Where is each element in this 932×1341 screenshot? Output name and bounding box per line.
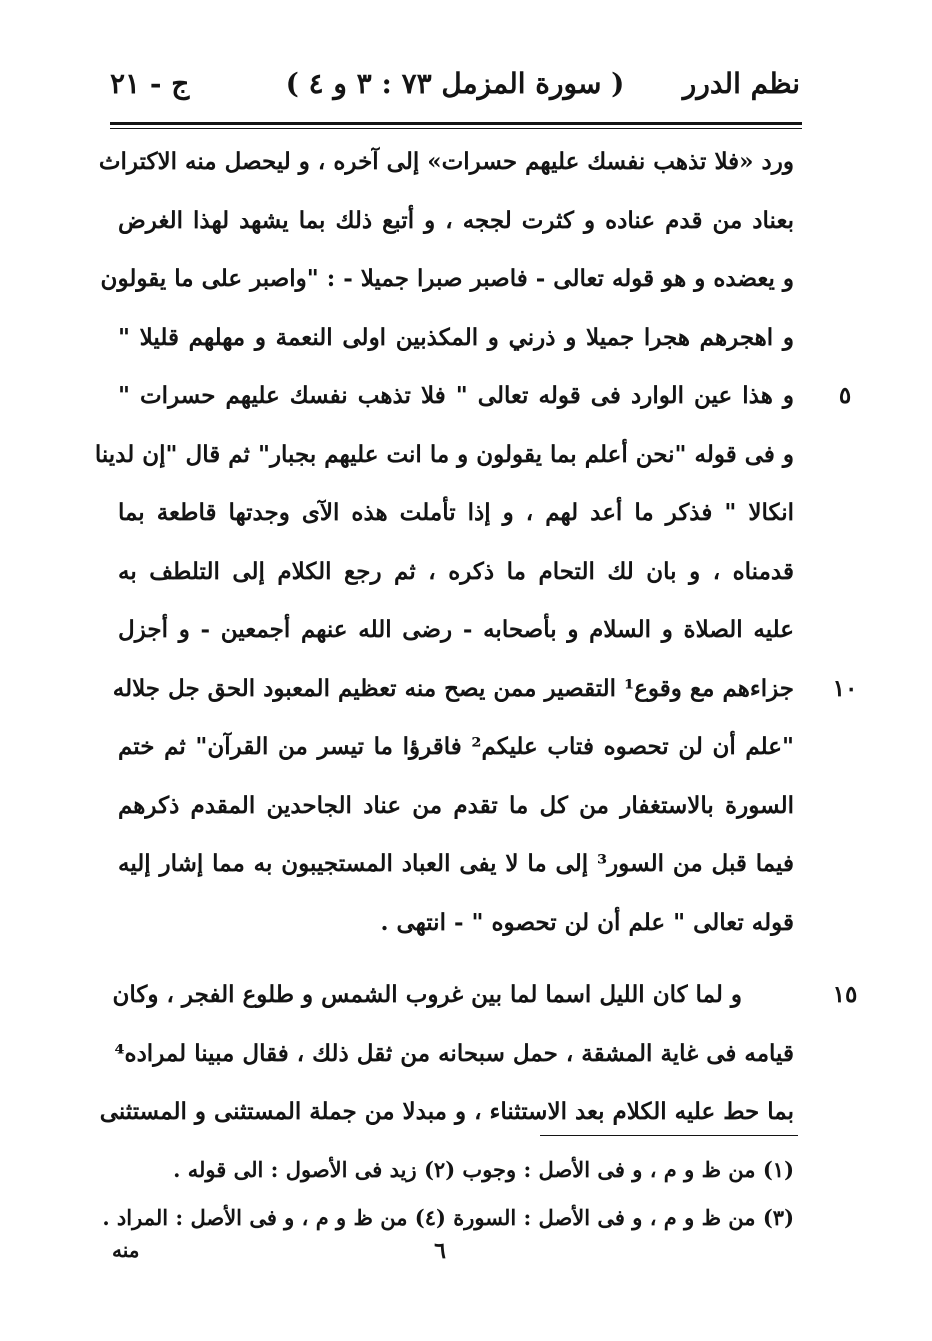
text-line xyxy=(110,309,802,368)
text-line xyxy=(100,250,802,309)
text-line xyxy=(110,1025,802,1084)
text-line xyxy=(110,966,858,1025)
text-line xyxy=(110,543,802,602)
footnote-separator xyxy=(540,1135,798,1136)
line-text: و لما كان الليل اسما لما بين غروب الشمس و طلوع الفجر ، وكان xyxy=(112,981,742,1008)
text-line xyxy=(99,1083,802,1142)
line-text: عليه الصلاة و السلام و بأصحابه - رضى الله عنهم أجمعين - و أجزل xyxy=(118,616,794,643)
text-line xyxy=(110,835,802,894)
line-text: و هذا عين الوارد فى قوله تعالى " فلا تذهب نفسك عليهم حسرات " xyxy=(118,382,794,409)
text-line xyxy=(110,192,802,251)
line-text: انكالا " فذكر ما أعد لهم ، و إذا تأملت هذه الآى وجدتها قاطعة بما xyxy=(118,499,794,526)
text-line xyxy=(110,777,802,836)
header-book-title: نظم الدرر xyxy=(682,67,800,100)
text-line xyxy=(94,426,802,485)
running-header xyxy=(110,62,800,106)
line-number: ١٠ xyxy=(832,674,858,702)
line-text: قدمناه ، و بان لك التحام ما ذكره ، ثم رجع الكلام إلى التلطف به xyxy=(118,557,794,585)
text-line xyxy=(110,894,802,953)
line-text: فيما قبل من السور³ إلى ما لا يفى العباد المستجيبون به مما إشار إليه xyxy=(118,850,794,877)
line-text: و فى قوله "نحن أعلم بما يقولون و ما انت عليهم بجبار" ثم قال "إن لدينا xyxy=(94,440,794,468)
printer-signature: منه xyxy=(112,1238,140,1262)
line-text: السورة بالاستغفار من كل ما تقدم من عناد الجاحدين المقدم ذكرهم xyxy=(118,791,794,819)
line-text: و يعضده و هو قوله تعالى - فاصبر صبرا جميلا - : "واصبر على ما يقولون xyxy=(100,265,794,292)
text-line xyxy=(110,660,858,719)
line-text: بعناد من قدم عناده و كثرت لججه ، و أتبع ذلك بما يشهد لهذا الغرض xyxy=(118,206,794,234)
page-number: ٦ xyxy=(434,1238,446,1264)
line-text: قوله تعالى " علم أن لن تحصوه " - انتهى . xyxy=(380,908,794,936)
line-text: و اهجرهم هجرا جميلا و ذرني و المكذبين اولى النعمة و مهلهم قليلا " xyxy=(118,323,794,351)
header-rule-thick xyxy=(110,122,802,125)
header-rule-thin xyxy=(110,128,802,129)
text-line xyxy=(98,133,802,192)
text-line xyxy=(110,484,802,543)
line-number: ١٥ xyxy=(832,981,858,1008)
line-text: ورد «فلا تذهب نفسك عليهم حسرات» إلى آخره ، و ليحصل منه الاكتراث xyxy=(98,148,794,175)
body-text xyxy=(94,133,858,1142)
text-line xyxy=(110,718,802,777)
line-text: قيامه فى غاية المشقة ، حمل سبحانه من ثقل ذلك ، فقال مبينا لمراده⁴ xyxy=(114,1039,794,1067)
footnote-line: (٣) من ظ و م ، و فى الأصل : السورة (٤) من ظ و م ، و فى الأصل : المراد . xyxy=(102,1205,794,1230)
footnotes xyxy=(102,1146,802,1242)
text-line xyxy=(110,601,802,660)
text-line xyxy=(110,367,852,426)
line-text: "علم أن لن تحصوه فتاب عليكم² فاقرؤا ما تيسر من القرآن" ثم ختم xyxy=(118,733,794,760)
line-text: جزاءهم مع وقوع¹ التقصير ممن يصح منه تعظيم المعبود الحق جل جلاله xyxy=(112,674,794,702)
footnote-line: (١) من ظ و م ، و فى الأصل : وجوب (٢) زيد فى الأصول : الى قوله . xyxy=(173,1157,794,1182)
header-volume-number: ج - ٢١ xyxy=(110,67,190,100)
line-number: ٥ xyxy=(838,382,852,409)
line-text: بما حط عليه الكلام بعد الاستثناء ، و مبدلا من جملة المستثنى و المستثنى xyxy=(99,1098,794,1125)
header-surah-reference: ( سورة المزمل ٧٣ : ٣ و ٤ ) xyxy=(285,67,625,100)
